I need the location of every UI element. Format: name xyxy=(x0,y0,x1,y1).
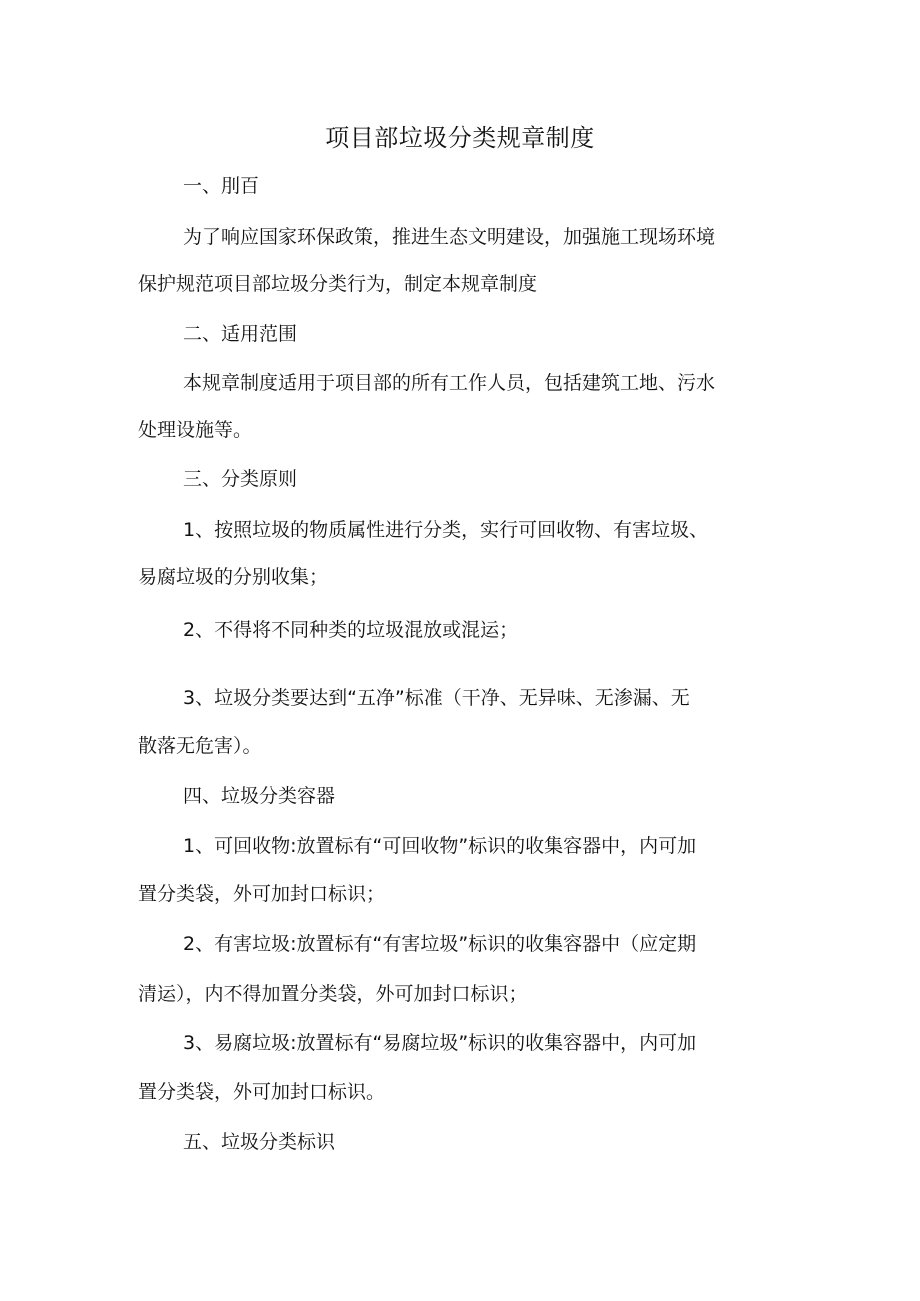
list-item: 1、可回收物:放置标有“可回收物”标识的收集容器中，内可加 xyxy=(183,835,697,857)
list-item-continuation: 置分类袋，外可加封口标识。 xyxy=(138,1081,386,1103)
section-heading-containers: 四、垃圾分类容器 xyxy=(183,785,336,807)
paragraph-line: 为了响应国家环保政策，推进生态文明建设，加强施工现场环境 xyxy=(183,226,716,248)
section-heading-principles: 三、分类原则 xyxy=(183,468,298,490)
section-heading-preface: 一、刖百 xyxy=(183,175,260,197)
document-title: 项目部垃圾分类规章制度 xyxy=(325,124,595,152)
paragraph-line: 本规章制度适用于项目部的所有工作人员，包括建筑工地、污水 xyxy=(183,372,716,394)
list-item: 3、易腐垃圾:放置标有“易腐垃圾”标识的收集容器中，内可加 xyxy=(183,1032,697,1054)
list-item-continuation: 置分类袋，外可加封口标识； xyxy=(138,883,386,905)
list-item: 3、垃圾分类要达到“五净”标准（干净、无异味、无渗漏、无 xyxy=(183,687,690,709)
list-item-continuation: 清运），内不得加置分类袋，外可加封口标识； xyxy=(138,983,528,1005)
paragraph-line: 保护规范项目部垃圾分类行为，制定本规章制度 xyxy=(138,273,538,295)
list-item: 1、按照垃圾的物质属性进行分类，实行可回收物、有害垃圾、 xyxy=(183,519,709,541)
section-heading-labels: 五、垃圾分类标识 xyxy=(183,1131,336,1153)
list-item: 2、不得将不同种类的垃圾混放或混运； xyxy=(183,619,519,641)
list-item-continuation: 易腐垃圾的分别收集； xyxy=(138,566,329,588)
list-item-continuation: 散落无危害）。 xyxy=(138,735,262,757)
paragraph-line: 处理设施等。 xyxy=(138,419,253,441)
list-item: 2、有害垃圾:放置标有“有害垃圾”标识的收集容器中（应定期 xyxy=(183,933,697,955)
section-heading-scope: 二、适用范围 xyxy=(183,323,298,345)
